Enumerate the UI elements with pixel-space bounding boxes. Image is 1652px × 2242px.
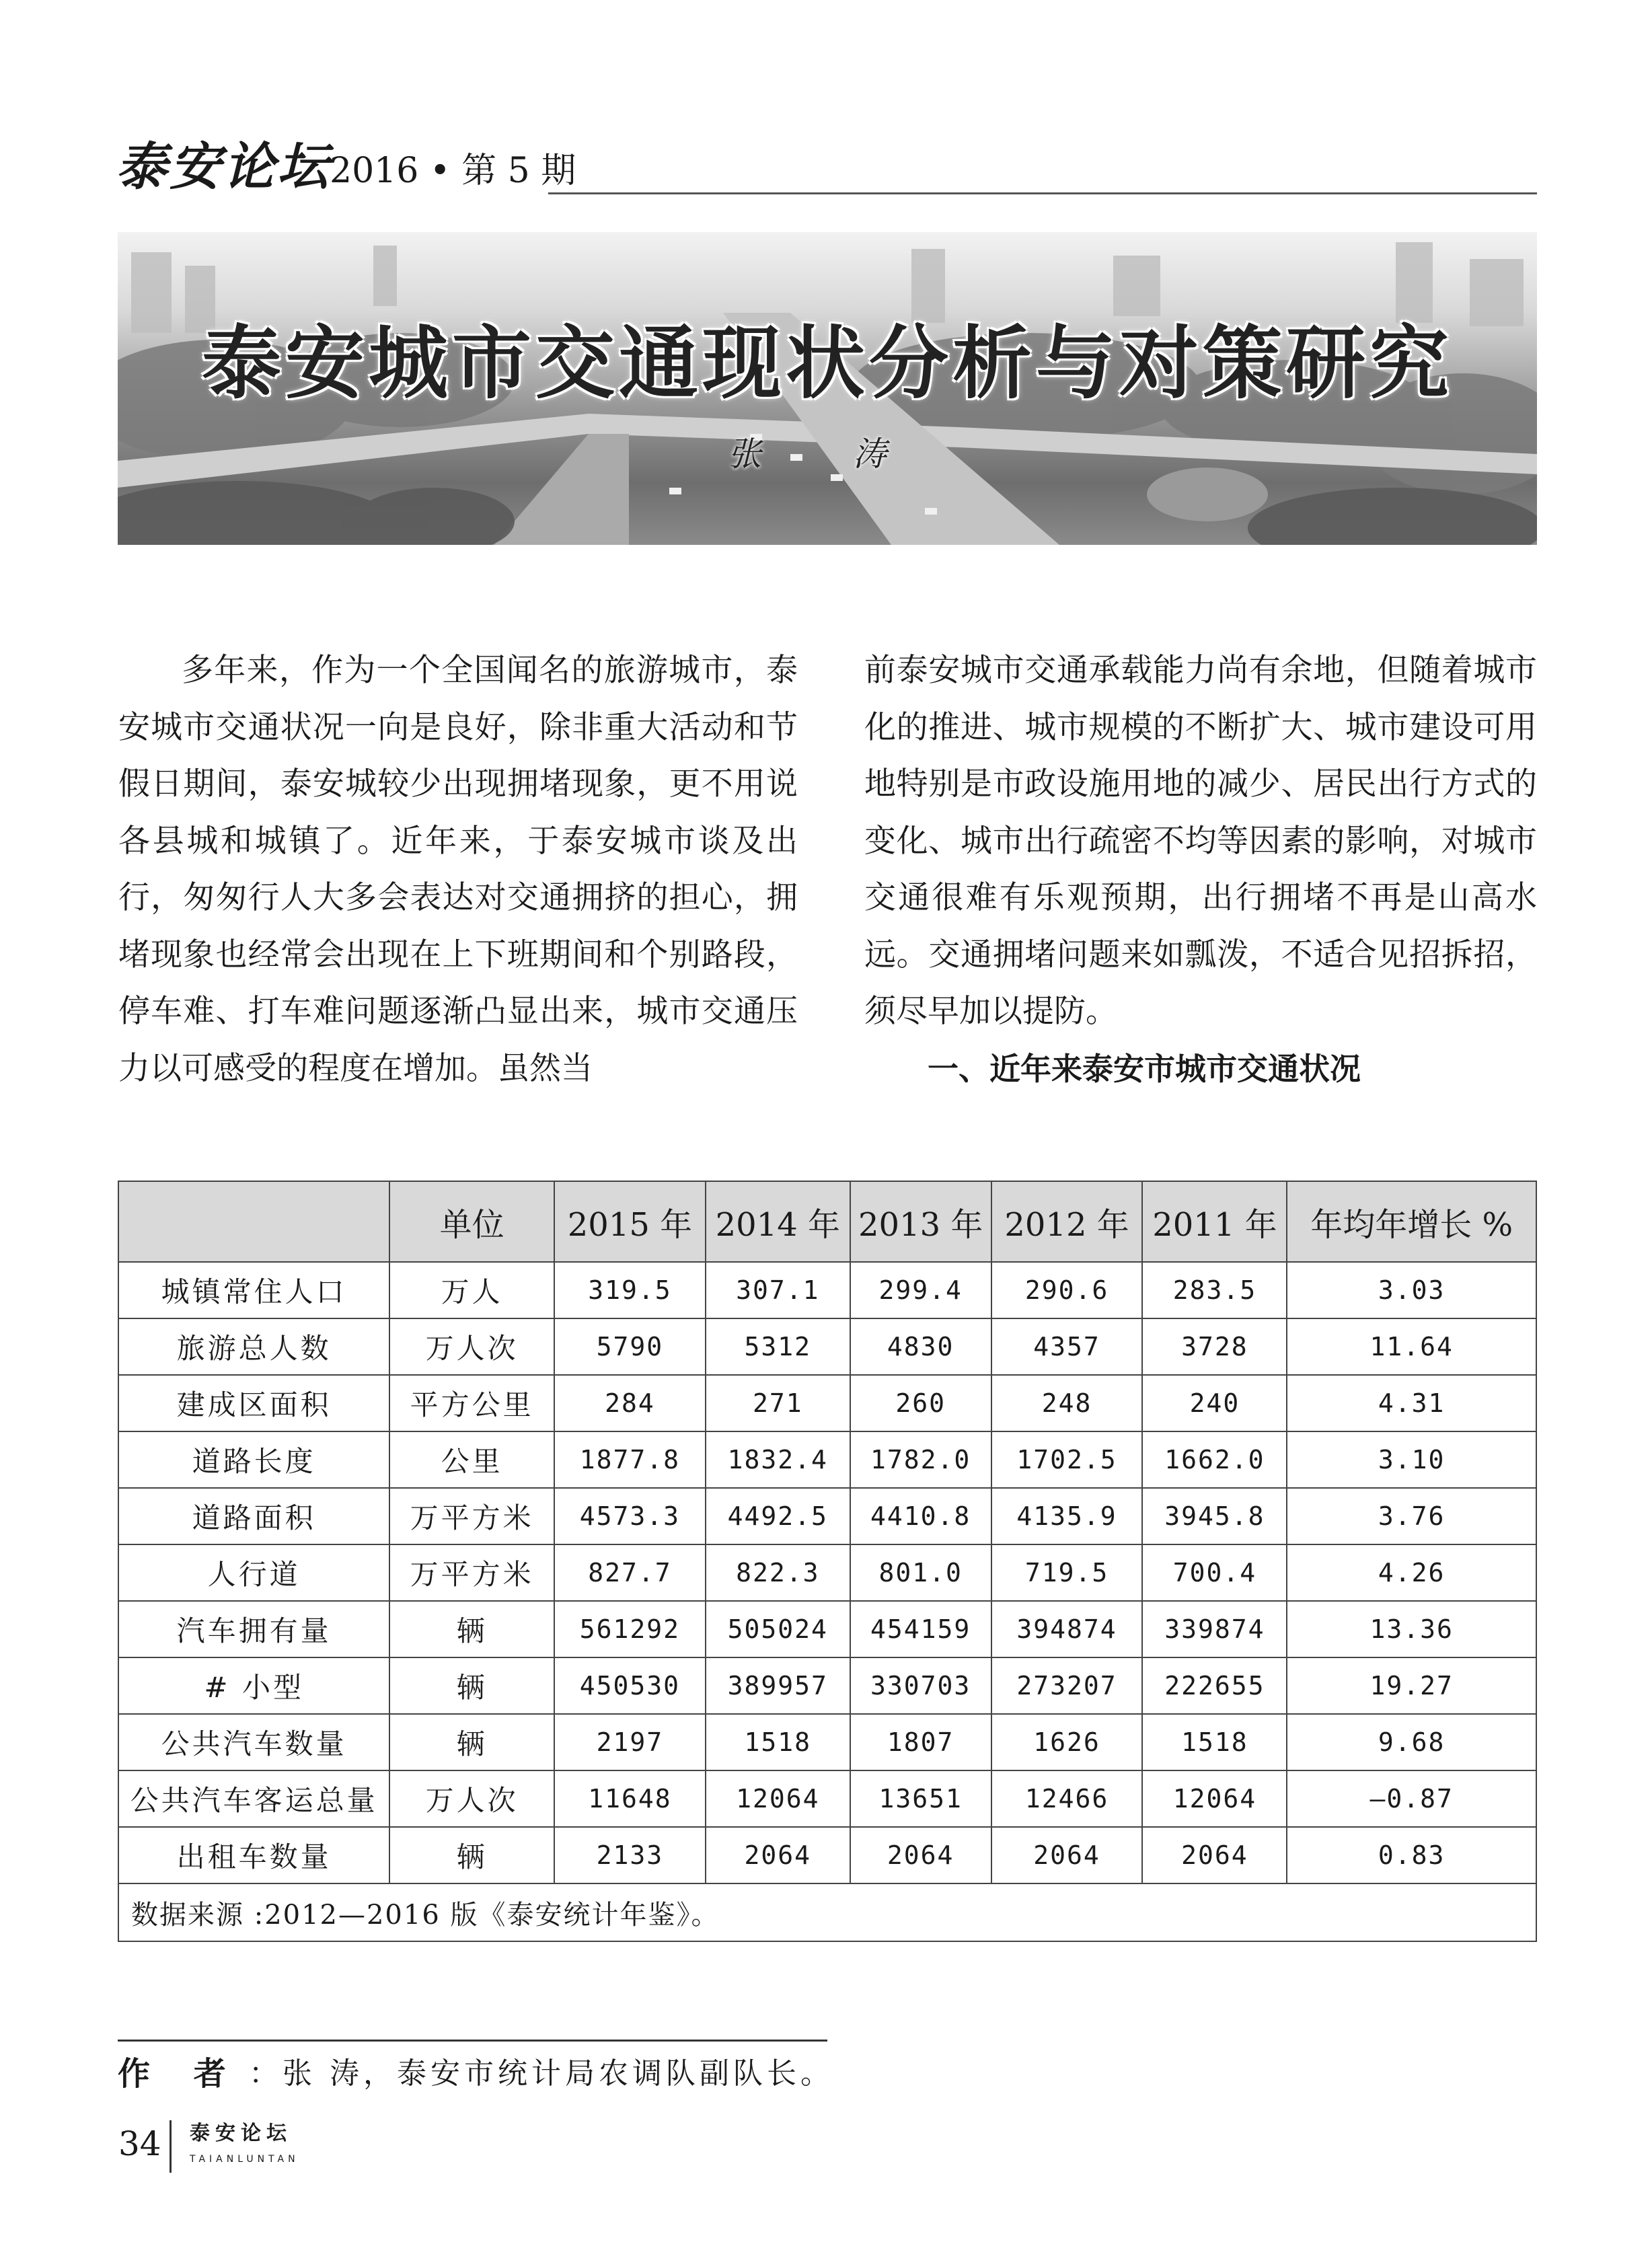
value-cell: 719.5 xyxy=(991,1544,1143,1601)
value-cell: 1662.0 xyxy=(1142,1431,1287,1488)
value-cell: 3.10 xyxy=(1287,1431,1536,1488)
value-cell: 339874 xyxy=(1142,1601,1287,1657)
value-cell: 11648 xyxy=(554,1770,706,1827)
unit-cell: 辆 xyxy=(389,1601,554,1657)
footer-divider xyxy=(170,2120,172,2173)
value-cell: 1518 xyxy=(706,1714,850,1770)
body-paragraph: 前泰安城市交通承载能力尚有余地，但随着城市化的推进、城市规模的不断扩大、城市建设可用地特别是市政设施用地的减少、居民出行方式的变化、城市出行疏密不均等因素的影响，对城市交通很难有乐观预期，出行拥堵不再是山高水远。交通拥堵问题来如瓢泼，不适合见招拆招，须尽早加以提防。 xyxy=(864,652,1537,1030)
body-column-right xyxy=(864,642,1537,1097)
value-cell: 4.31 xyxy=(1287,1375,1536,1431)
value-cell: 4492.5 xyxy=(706,1488,850,1544)
value-cell: 2133 xyxy=(554,1827,706,1883)
header-cell xyxy=(118,1181,389,1262)
table-row xyxy=(118,1827,1536,1883)
value-cell: 801.0 xyxy=(850,1544,991,1601)
section-heading: 一、近年来泰安市城市交通状况 xyxy=(928,1050,1361,1087)
value-cell: 505024 xyxy=(706,1601,850,1657)
value-cell: 2064 xyxy=(1142,1827,1287,1883)
value-cell: 299.4 xyxy=(850,1262,991,1318)
value-cell: 1877.8 xyxy=(554,1431,706,1488)
value-cell: 1518 xyxy=(1142,1714,1287,1770)
value-cell: 4357 xyxy=(991,1318,1143,1375)
header-cell: 2011 年 xyxy=(1142,1181,1287,1262)
value-cell: 13.36 xyxy=(1287,1601,1536,1657)
unit-cell: 辆 xyxy=(389,1657,554,1714)
value-cell: 12064 xyxy=(706,1770,850,1827)
value-cell: 5790 xyxy=(554,1318,706,1375)
value-cell: 561292 xyxy=(554,1601,706,1657)
row-label-cell: 人行道 xyxy=(118,1544,389,1601)
value-cell: 319.5 xyxy=(554,1262,706,1318)
value-cell: 454159 xyxy=(850,1601,991,1657)
title-banner xyxy=(118,232,1537,545)
value-cell: 19.27 xyxy=(1287,1657,1536,1714)
header-cell: 年均年增长 % xyxy=(1287,1181,1536,1262)
body-paragraph: 多年来，作为一个全国闻名的旅游城市，泰安城市交通状况一向是良好，除非重大活动和节假日期间，泰安城较少出现拥堵现象，更不用说各县城和城镇了。近年来，于泰安城市谈及出行，匆匆行人大多会表达对交通拥挤的担心，拥堵现象也经常会出现在上下班期间和个别路段，停车难、打车难问题逐渐凸显出来，城市交通压力以可感受的程度在增加。虽然当 xyxy=(118,652,798,1087)
value-cell: 4830 xyxy=(850,1318,991,1375)
row-label-cell: 城镇常住人口 xyxy=(118,1262,389,1318)
value-cell: 330703 xyxy=(850,1657,991,1714)
header-cell: 2013 年 xyxy=(850,1181,991,1262)
body-column-left xyxy=(118,642,798,1097)
row-label-cell: 道路长度 xyxy=(118,1431,389,1488)
traffic-statistics-table xyxy=(118,1181,1537,1942)
value-cell: 13651 xyxy=(850,1770,991,1827)
unit-cell: 平方公里 xyxy=(389,1375,554,1431)
header-cell: 2012 年 xyxy=(991,1181,1143,1262)
value-cell: 240 xyxy=(1142,1375,1287,1431)
value-cell: 284 xyxy=(554,1375,706,1431)
table-body xyxy=(118,1262,1536,1883)
article-title: 泰安城市交通现状分析与对策研究 xyxy=(201,317,1453,410)
value-cell: 5312 xyxy=(706,1318,850,1375)
table-row xyxy=(118,1431,1536,1488)
row-label-cell: 公共汽车数量 xyxy=(118,1714,389,1770)
value-cell: 290.6 xyxy=(991,1262,1143,1318)
value-cell: 3728 xyxy=(1142,1318,1287,1375)
value-cell: 4573.3 xyxy=(554,1488,706,1544)
table-row xyxy=(118,1262,1536,1318)
value-cell: 222655 xyxy=(1142,1657,1287,1714)
table-row xyxy=(118,1657,1536,1714)
value-cell: 271 xyxy=(706,1375,850,1431)
row-label-cell: 建成区面积 xyxy=(118,1375,389,1431)
value-cell: 3945.8 xyxy=(1142,1488,1287,1544)
value-cell: 2197 xyxy=(554,1714,706,1770)
header-rule xyxy=(548,192,1537,194)
unit-cell: 万平方米 xyxy=(389,1544,554,1601)
value-cell: 1702.5 xyxy=(991,1431,1143,1488)
author-info: ：张 涛，泰安市统计局农调队副队长。 xyxy=(249,2056,834,2091)
value-cell: 12466 xyxy=(991,1770,1143,1827)
value-cell: 273207 xyxy=(991,1657,1143,1714)
article-author: 张 涛 xyxy=(728,435,927,474)
unit-cell: 辆 xyxy=(389,1827,554,1883)
value-cell: 700.4 xyxy=(1142,1544,1287,1601)
value-cell: 0.83 xyxy=(1287,1827,1536,1883)
unit-cell: 万人次 xyxy=(389,1770,554,1827)
value-cell: 2064 xyxy=(706,1827,850,1883)
value-cell: 248 xyxy=(991,1375,1143,1431)
unit-cell: 万人 xyxy=(389,1262,554,1318)
row-label-cell: 汽车拥有量 xyxy=(118,1601,389,1657)
table-row xyxy=(118,1714,1536,1770)
value-cell: 2064 xyxy=(991,1827,1143,1883)
journal-issue: 2016 • 第 5 期 xyxy=(330,151,576,191)
footer-brand: 泰安论坛 xyxy=(190,2122,292,2145)
value-cell: 827.7 xyxy=(554,1544,706,1601)
table-header-row xyxy=(118,1181,1536,1262)
value-cell: 1807 xyxy=(850,1714,991,1770)
journal-name: 泰安论坛 xyxy=(116,137,331,196)
value-cell: 1832.4 xyxy=(706,1431,850,1488)
value-cell: 12064 xyxy=(1142,1770,1287,1827)
header-cell: 单位 xyxy=(389,1181,554,1262)
unit-cell: 辆 xyxy=(389,1714,554,1770)
value-cell: 2064 xyxy=(850,1827,991,1883)
page-number: 34 xyxy=(118,2124,161,2163)
table-row xyxy=(118,1601,1536,1657)
row-label-cell: # 小型 xyxy=(118,1657,389,1714)
footer-brand-en: TAIANLUNTAN xyxy=(190,2154,299,2165)
value-cell: —0.87 xyxy=(1287,1770,1536,1827)
unit-cell: 万人次 xyxy=(389,1318,554,1375)
row-label-cell: 出租车数量 xyxy=(118,1827,389,1883)
value-cell: 394874 xyxy=(991,1601,1143,1657)
row-label-cell: 公共汽车客运总量 xyxy=(118,1770,389,1827)
unit-cell: 万平方米 xyxy=(389,1488,554,1544)
header-cell: 2015 年 xyxy=(554,1181,706,1262)
value-cell: 4135.9 xyxy=(991,1488,1143,1544)
unit-cell: 公里 xyxy=(389,1431,554,1488)
header-cell: 2014 年 xyxy=(706,1181,850,1262)
table-row xyxy=(118,1375,1536,1431)
value-cell: 11.64 xyxy=(1287,1318,1536,1375)
table-row xyxy=(118,1770,1536,1827)
value-cell: 822.3 xyxy=(706,1544,850,1601)
source-note: 数据来源 :2012—2016 版《泰安统计年鉴》。 xyxy=(118,1883,1536,1941)
table-row xyxy=(118,1544,1536,1601)
author-note-rule xyxy=(118,2040,827,2042)
value-cell: 260 xyxy=(850,1375,991,1431)
value-cell: 283.5 xyxy=(1142,1262,1287,1318)
value-cell: 9.68 xyxy=(1287,1714,1536,1770)
table-source-row xyxy=(118,1883,1536,1941)
value-cell: 1782.0 xyxy=(850,1431,991,1488)
value-cell: 450530 xyxy=(554,1657,706,1714)
value-cell: 3.03 xyxy=(1287,1262,1536,1318)
value-cell: 307.1 xyxy=(706,1262,850,1318)
row-label-cell: 道路面积 xyxy=(118,1488,389,1544)
value-cell: 389957 xyxy=(706,1657,850,1714)
value-cell: 4.26 xyxy=(1287,1544,1536,1601)
value-cell: 1626 xyxy=(991,1714,1143,1770)
table-row xyxy=(118,1488,1536,1544)
value-cell: 4410.8 xyxy=(850,1488,991,1544)
value-cell: 3.76 xyxy=(1287,1488,1536,1544)
row-label-cell: 旅游总人数 xyxy=(118,1318,389,1375)
table-row xyxy=(118,1318,1536,1375)
author-label: 作 者 xyxy=(118,2055,242,2093)
